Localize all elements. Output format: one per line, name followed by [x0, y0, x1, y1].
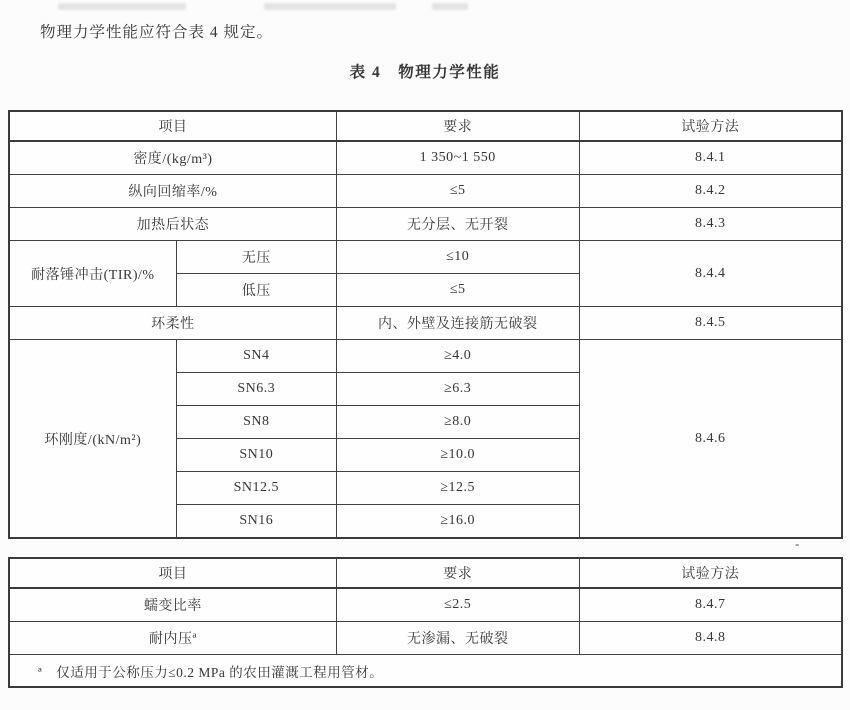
column-header-requirement: 要求	[336, 111, 579, 141]
cell-test-method: 8.4.5	[579, 307, 842, 340]
column-header-item: 项目	[9, 111, 336, 141]
physical-mechanical-properties-table	[8, 110, 843, 539]
cell-requirement: ≤10	[336, 241, 579, 274]
table-row	[9, 622, 842, 655]
cell-sub-item: 低压	[176, 274, 336, 307]
cell-test-method: 8.4.1	[579, 141, 842, 175]
cell-sub-item: SN10	[176, 439, 336, 472]
table-header-row	[9, 111, 842, 141]
cell-requirement: ≤5	[336, 274, 579, 307]
table-row	[9, 141, 842, 175]
cell-item: 环柔性	[9, 307, 336, 340]
cell-test-method: 8.4.7	[579, 588, 842, 622]
column-header-requirement: 要求	[336, 558, 579, 588]
cell-sub-item: SN4	[176, 340, 336, 373]
cell-requirement: ≥4.0	[336, 340, 579, 373]
cell-item: 环刚度/(kN/m²)	[9, 340, 176, 539]
cell-sub-item: SN8	[176, 406, 336, 439]
cell-requirement: 无分层、无开裂	[336, 208, 579, 241]
creep-pressure-table	[8, 557, 843, 688]
cell-requirement: ≥6.3	[336, 373, 579, 406]
cell-item: 耐落锤冲击(TIR)/%	[9, 241, 176, 307]
cell-sub-item: SN6.3	[176, 373, 336, 406]
cell-requirement: ≥8.0	[336, 406, 579, 439]
cell-requirement: 内、外壁及连接筋无破裂	[336, 307, 579, 340]
table-title: 表 4 物理力学性能	[349, 64, 501, 81]
cell-test-method: 8.4.3	[579, 208, 842, 241]
column-header-test-method: 试验方法	[579, 558, 842, 588]
cell-test-method: 8.4.2	[579, 175, 842, 208]
cropped-text-artifact	[264, 3, 396, 10]
cell-requirement: 无渗漏、无破裂	[336, 622, 579, 655]
cropped-text-artifact	[432, 3, 468, 10]
table-row	[9, 307, 842, 340]
cell-item: 蠕变比率	[9, 588, 336, 622]
cell-sub-item: SN12.5	[176, 472, 336, 505]
cell-item: 耐内压ª	[9, 622, 336, 655]
intro-paragraph: 物理力学性能应符合表 4 规定。	[40, 24, 274, 41]
cell-item: 纵向回缩率/%	[9, 175, 336, 208]
cell-test-method: 8.4.4	[579, 241, 842, 307]
cell-sub-item: 无压	[176, 241, 336, 274]
cell-sub-item: SN16	[176, 505, 336, 539]
cell-requirement: 1 350~1 550	[336, 141, 579, 175]
table-row	[9, 175, 842, 208]
table-row	[9, 340, 842, 373]
table-row	[9, 208, 842, 241]
cell-test-method: 8.4.6	[579, 340, 842, 539]
cropped-text-artifact	[58, 3, 186, 10]
column-header-item: 项目	[9, 558, 336, 588]
cell-requirement: ≥10.0	[336, 439, 579, 472]
cell-requirement: ≤5	[336, 175, 579, 208]
table-footnote-row	[9, 655, 842, 688]
table-row	[9, 588, 842, 622]
cell-requirement: ≤2.5	[336, 588, 579, 622]
table-header-row	[9, 558, 842, 588]
column-header-test-method: 试验方法	[579, 111, 842, 141]
page-mark-dash: -	[795, 536, 800, 551]
cell-requirement: ≥16.0	[336, 505, 579, 539]
table-row	[9, 241, 842, 274]
cell-requirement: ≥12.5	[336, 472, 579, 505]
cell-item: 密度/(kg/m³)	[9, 141, 336, 175]
cell-test-method: 8.4.8	[579, 622, 842, 655]
cell-item: 加热后状态	[9, 208, 336, 241]
table-footnote: ª 仅适用于公称压力≤0.2 MPa 的农田灌溉工程用管材。	[9, 655, 842, 688]
